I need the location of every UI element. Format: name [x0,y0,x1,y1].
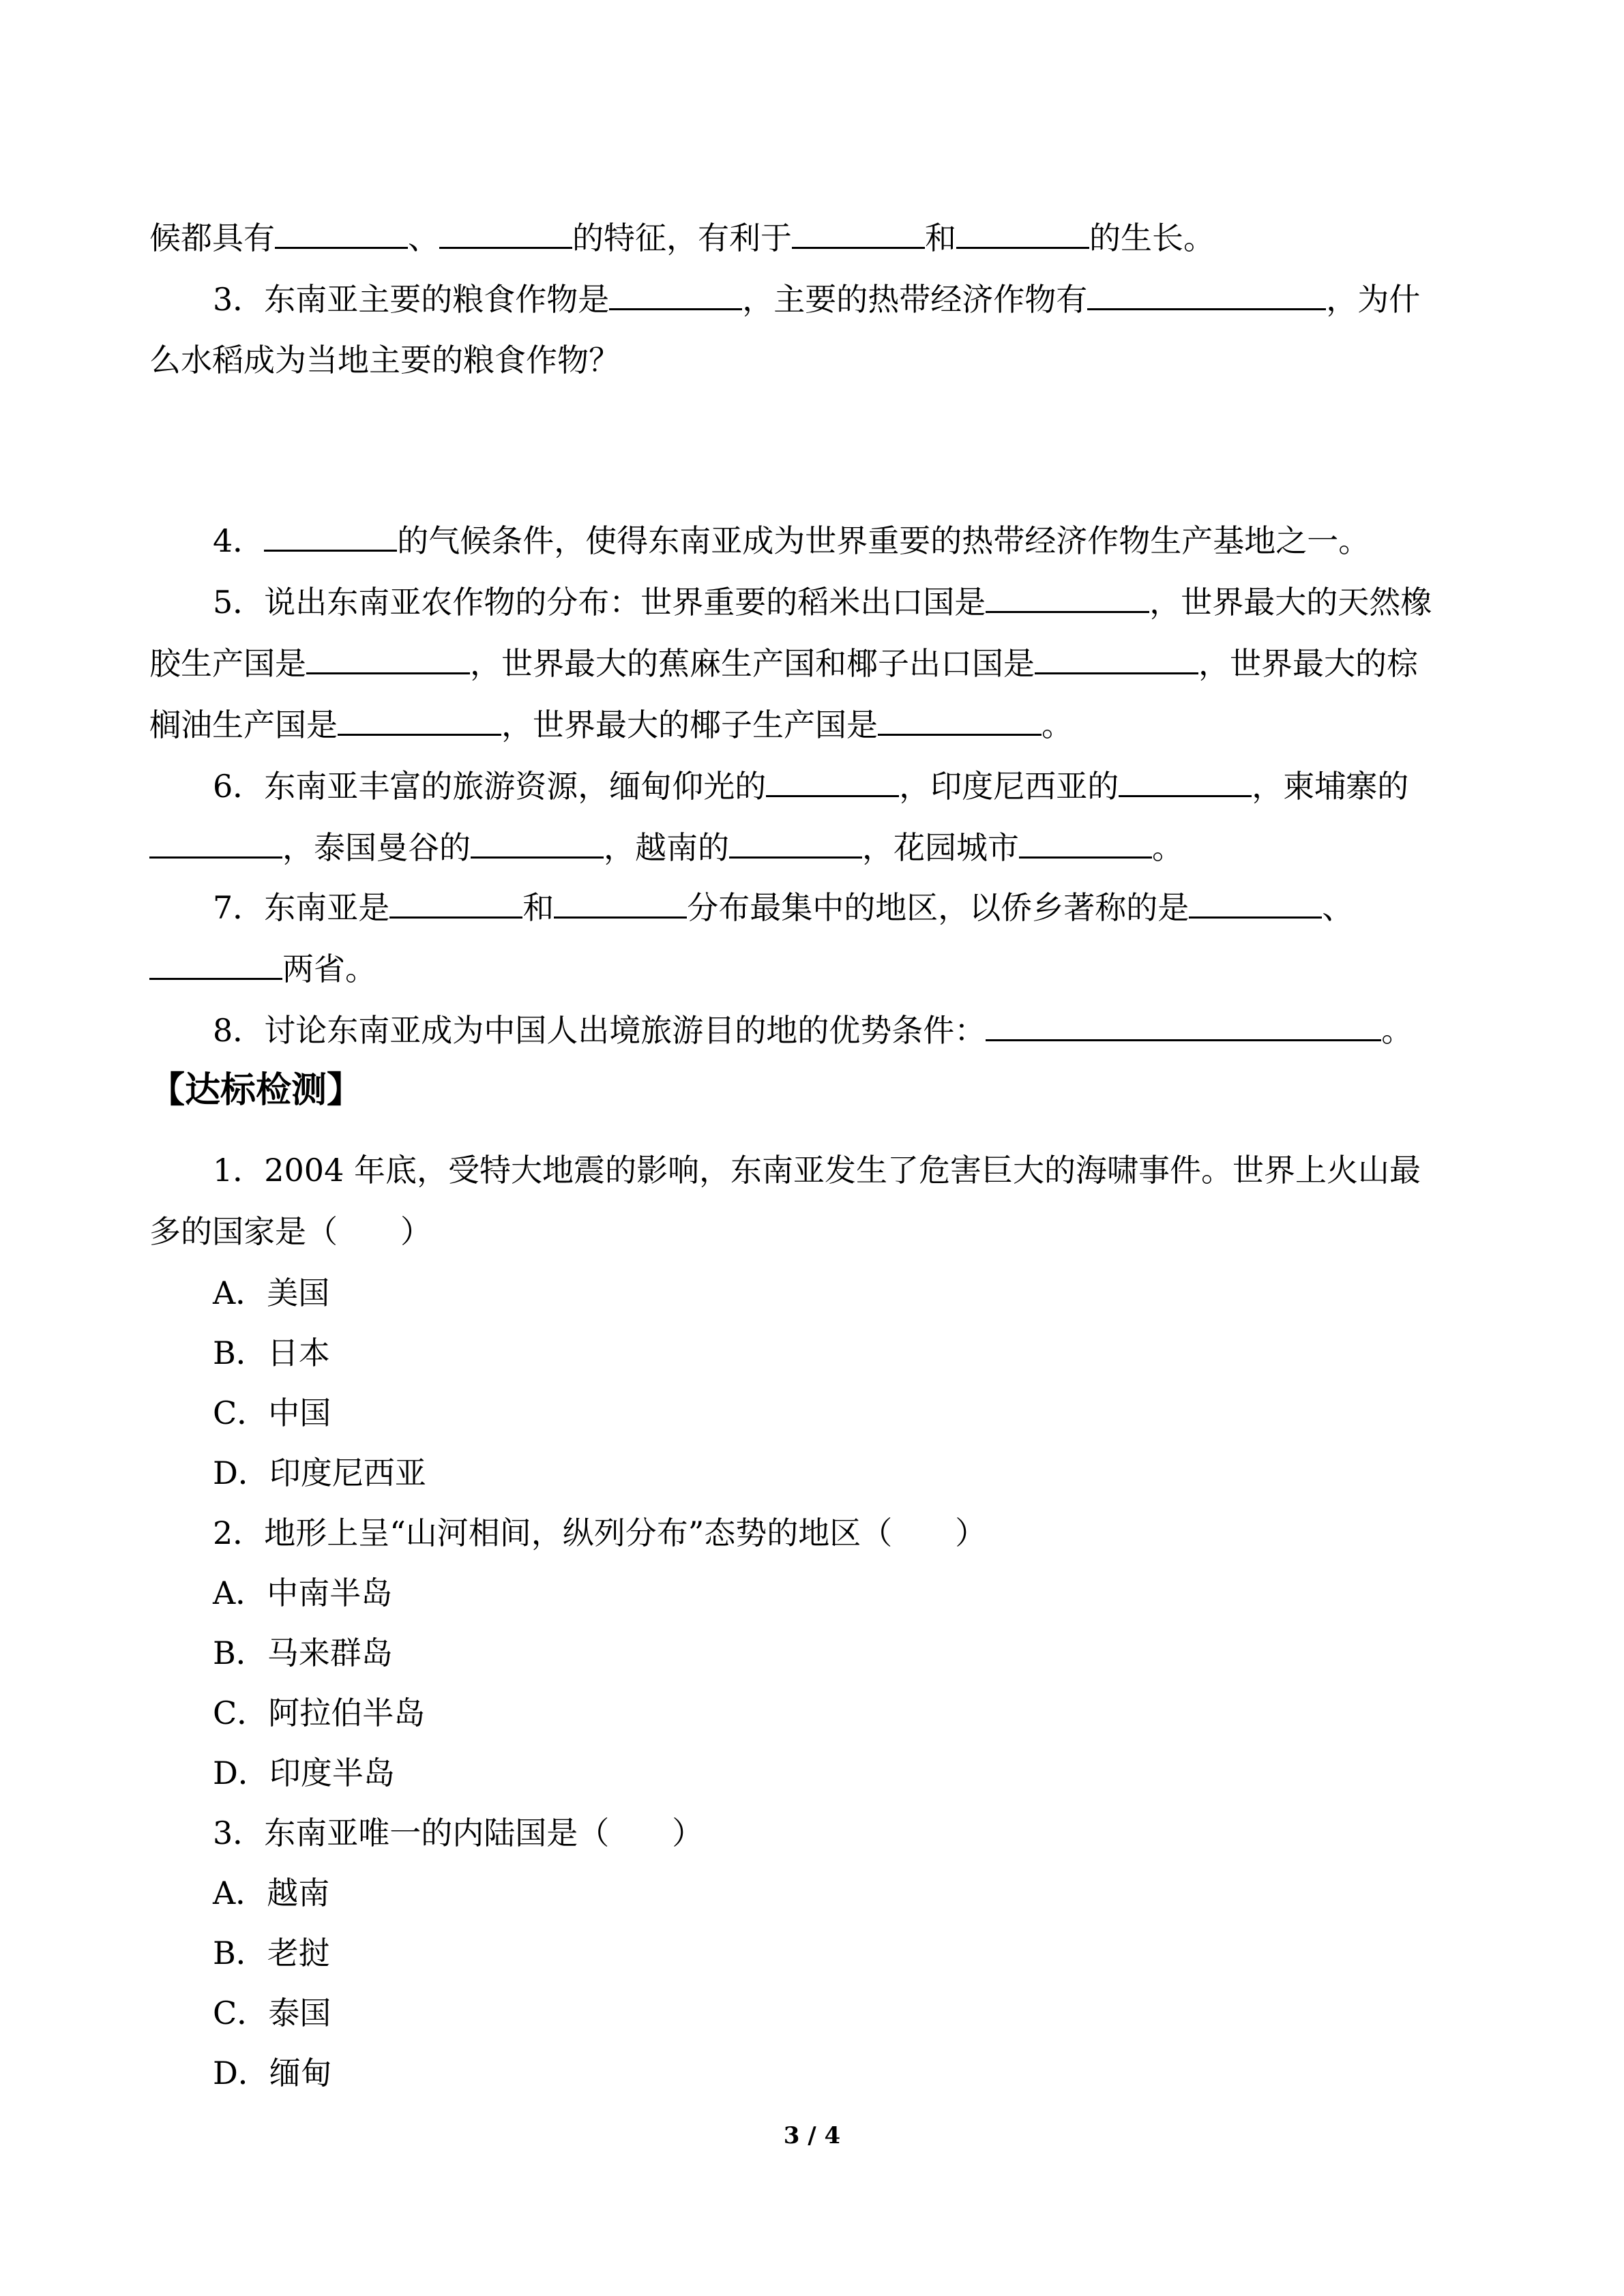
blank [609,278,742,310]
text: 的特征，有利于 [572,220,792,256]
text: ，越南的 [604,829,729,866]
text: 。 [1042,706,1073,743]
blank [264,520,397,552]
text: ，泰国曼谷的 [282,829,471,866]
text: ，柬埔寨的 [1252,768,1409,805]
page-number: 3 / 4 [783,2122,841,2149]
option-1b: B．日本 [213,1335,330,1371]
text: 候都具有 [149,220,275,256]
text: 7．东南亚是 [213,889,390,926]
text: 、 [1322,889,1354,926]
text: 。 [1381,1012,1413,1049]
text: 4． [213,522,265,559]
option-3d: D．缅甸 [213,2055,332,2091]
blank [306,642,470,674]
text: 和 [522,889,555,926]
text: ，世界最大的天然橡 [1149,584,1432,621]
text: 两省。 [282,951,377,987]
question-3-stem: 3．东南亚唯一的内陆国是（ ） [213,1815,704,1851]
text: ，主要的热带经济作物有 [742,281,1088,318]
text: ，花园城市 [862,829,1019,866]
text: 和 [925,220,956,256]
question-1-stem: 1．2004 年底，受特大地震的影响，东南亚发生了危害巨大的海啸事件。世界上火山最 [213,1152,1421,1189]
blank [471,826,604,859]
q5-line2 [149,642,1418,684]
blank [729,826,862,859]
blank [956,217,1089,249]
q2-continuation [149,217,1215,258]
q3-line1 [213,278,1420,320]
option-3b: B．老挝 [213,1935,330,1971]
blank [766,765,899,797]
q4 [213,520,1370,561]
text: 5．说出东南亚农作物的分布：世界重要的稻米出口国是 [213,584,986,621]
section-heading: 【达标检测】 [149,1070,363,1111]
text: ，印度尼西亚的 [899,768,1119,805]
option-2b: B．马来群岛 [213,1635,393,1671]
blank [439,217,572,249]
option-2d: D．印度半岛 [213,1755,395,1791]
q7-line1 [213,886,1353,928]
blank [986,581,1149,613]
text: 6．东南亚丰富的旅游资源，缅甸仰光的 [213,768,767,805]
blank [275,217,408,249]
blank [338,704,501,736]
blank [1189,886,1322,919]
q3-line2: 么水稻成为当地主要的粮食作物？ [149,342,620,378]
option-1d: D．印度尼西亚 [213,1455,426,1491]
text: 。 [1152,829,1183,866]
question-2-stem: 2．地形上呈“山河相间，纵列分布”态势的地区（ ） [213,1515,987,1551]
option-2c: C．阿拉伯半岛 [213,1695,426,1731]
text: 分布最集中的地区，以侨乡著称的是 [687,889,1190,926]
blank [389,886,522,919]
text: ，世界最大的蕉麻生产国和椰子出口国是 [470,645,1035,682]
option-3c: C．泰国 [213,1995,331,2031]
text: 的气候条件，使得东南亚成为世界重要的热带经济作物生产基地之一。 [397,522,1370,559]
q5-line3 [149,704,1073,745]
text: 3．东南亚主要的粮食作物是 [213,281,610,318]
q6-line2 [149,826,1183,868]
text: 榈油生产国是 [149,706,338,743]
blank [878,704,1042,736]
q8 [213,1009,1413,1051]
text: 的生长。 [1089,220,1215,256]
q6-line1 [213,765,1408,807]
blank [1119,765,1252,797]
text: 8．讨论东南亚成为中国人出境旅游目的地的优势条件： [213,1012,986,1049]
blank [1087,278,1326,310]
option-3a: A．越南 [213,1875,330,1911]
blank [1035,642,1198,674]
blank [986,1009,1381,1041]
q5-line1 [213,581,1432,623]
blank [149,948,282,980]
option-2a: A．中南半岛 [213,1575,393,1611]
option-1a: A．美国 [213,1274,330,1311]
blank [792,217,925,249]
text: ，为什 [1326,281,1421,318]
blank [149,826,282,859]
blank [554,886,687,919]
text: 胶生产国是 [149,645,306,682]
text: 、 [408,220,439,256]
question-1-stem-cont: 多的国家是（ ） [149,1213,432,1250]
q7-line2 [149,948,377,989]
option-1c: C．中国 [213,1395,331,1431]
text: ，世界最大的棕 [1198,645,1418,682]
blank [1019,826,1152,859]
text: ，世界最大的椰子生产国是 [501,706,878,743]
